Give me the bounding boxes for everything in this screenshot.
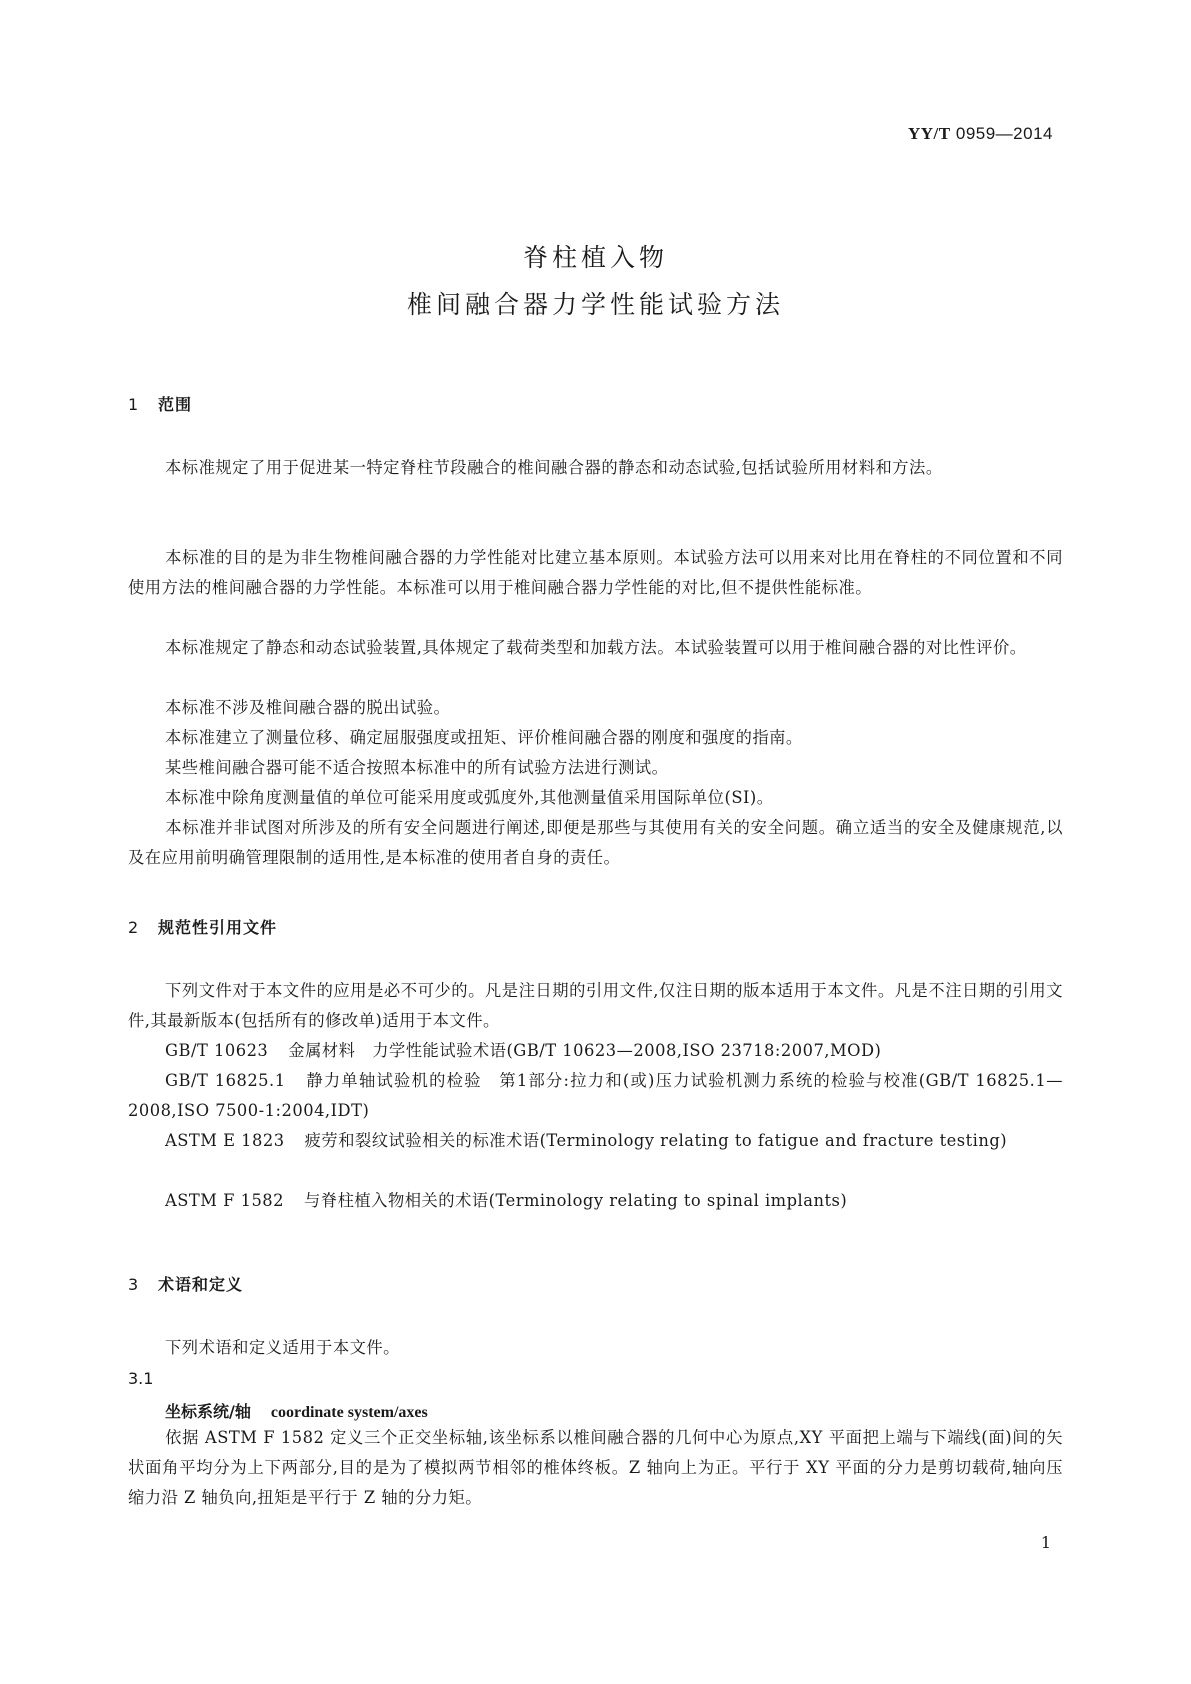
reference-title: 静力单轴试验机的检验 第1部分:拉力和(或)压力试验机测力系统的检验与校准(GB/T 16825.1—2008,ISO 7500-1:2004,IDT)	[128, 1071, 1063, 1120]
reference-code: ASTM E 1823	[165, 1131, 285, 1150]
section-2-heading	[128, 915, 277, 938]
clause-number: 3.1	[128, 1369, 154, 1388]
reference-title: 与脊柱植入物相关的术语(Terminology relating to spinal implants)	[304, 1191, 848, 1210]
reference-item	[128, 1186, 1063, 1216]
section-title: 范围	[158, 395, 193, 414]
paragraph: 本标准不涉及椎间融合器的脱出试验。	[165, 698, 451, 717]
reference-title: 疲劳和裂纹试验相关的标准术语(Terminology relating to fatigue and fracture testing)	[304, 1131, 1008, 1150]
term-chinese: 坐标系统/轴	[165, 1402, 251, 1421]
section-3-heading	[128, 1272, 243, 1295]
paragraph: 本标准中除角度测量值的单位可能采用度或弧度外,其他测量值采用国际单位(SI)。	[165, 788, 774, 807]
paragraph: 某些椎间融合器可能不适合按照本标准中的所有试验方法进行测试。	[165, 758, 669, 777]
reference-title: 金属材料 力学性能试验术语(GB/T 10623—2008,ISO 23718:2007,MOD)	[288, 1041, 882, 1060]
standard-code	[908, 124, 1053, 144]
section-number: 2	[128, 918, 140, 937]
reference-item	[128, 1036, 1063, 1066]
paragraph: 本标准并非试图对所涉及的所有安全问题进行阐述,即便是那些与其使用有关的安全问题。确立适当的安全及健康规范,以及在应用前明确管理限制的适用性,是本标准的使用者自身的责任。	[128, 818, 1063, 867]
document-title-line2: 椎间融合器力学性能试验方法	[406, 290, 784, 319]
reference-item	[128, 1066, 1063, 1126]
paragraph: 下列文件对于本文件的应用是必不可少的。凡是注日期的引用文件,仅注日期的版本适用于本文件。凡是不注日期的引用文件,其最新版本(包括所有的修改单)适用于本文件。	[128, 981, 1063, 1030]
reference-item	[128, 1126, 1063, 1156]
term-english: coordinate system/axes	[270, 1404, 428, 1421]
term-definition: 依据 ASTM F 1582 定义三个正交坐标轴,该坐标系以椎间融合器的几何中心为原点,XY 平面把上端与下端线(面)间的矢状面角平均分为上下两部分,目的是为了模拟两节相邻的椎体终板。Z 轴向上为正。平行于 XY 平面的分力是剪切载荷,轴向压缩力沿 Z 轴负向,扭矩是平行于 Z 轴的分力矩。	[128, 1428, 1063, 1507]
section-number: 1	[128, 395, 140, 414]
paragraph: 本标准建立了测量位移、确定屈服强度或扭矩、评价椎间融合器的刚度和强度的指南。	[165, 728, 803, 747]
page-number: 1	[1040, 1533, 1051, 1552]
paragraph: 本标准的目的是为非生物椎间融合器的力学性能对比建立基本原则。本试验方法可以用来对比用在脊柱的不同位置和不同使用方法的椎间融合器的力学性能。本标准可以用于椎间融合器力学性能的对比,但不提供性能标准。	[128, 548, 1063, 597]
standard-number: 0959—2014	[955, 124, 1053, 143]
standard-prefix: YY/T	[908, 124, 951, 143]
document-title-line1: 脊柱植入物	[522, 243, 668, 272]
paragraph: 本标准规定了静态和动态试验装置,具体规定了载荷类型和加载方法。本试验装置可以用于椎间融合器的对比性评价。	[165, 638, 1027, 657]
section-title: 规范性引用文件	[158, 918, 278, 937]
reference-code: GB/T 16825.1	[165, 1071, 286, 1090]
reference-code: GB/T 10623	[165, 1041, 269, 1060]
paragraph: 下列术语和定义适用于本文件。	[165, 1338, 400, 1357]
section-1-heading	[128, 392, 192, 415]
term-entry	[165, 1399, 428, 1422]
reference-code: ASTM F 1582	[165, 1191, 285, 1210]
paragraph: 本标准规定了用于促进某一特定脊柱节段融合的椎间融合器的静态和动态试验,包括试验所用材料和方法。	[165, 458, 943, 477]
section-title: 术语和定义	[158, 1275, 244, 1294]
section-number: 3	[128, 1275, 140, 1294]
